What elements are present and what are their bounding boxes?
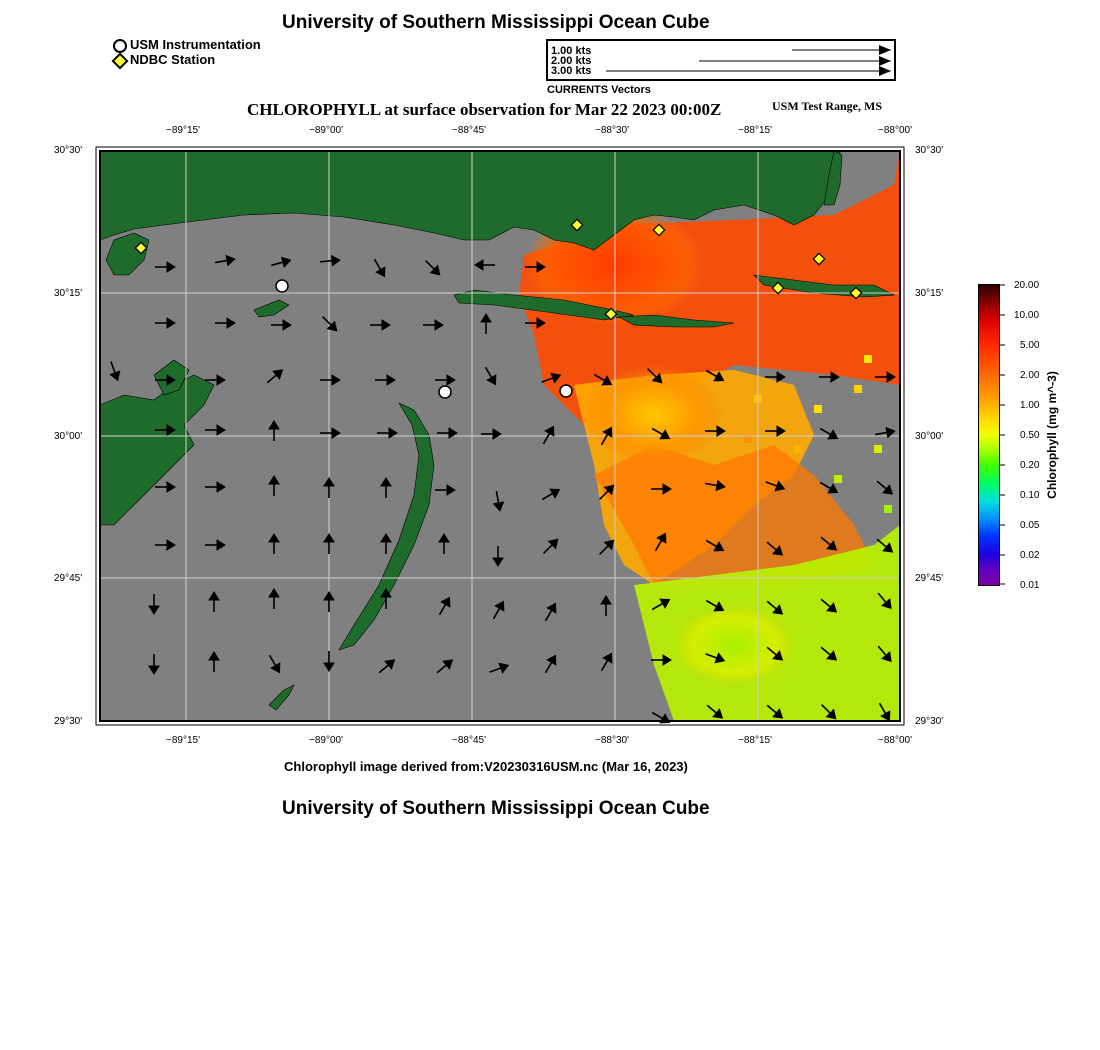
colorbar-tick-10: 0.02: [1020, 550, 1040, 561]
lat-tick-left-1: 30°30': [54, 145, 83, 156]
vector-label-1: 1.00 kts: [551, 45, 592, 57]
diamond-icon: [112, 53, 129, 70]
map-subtitle: USM Test Range, MS: [772, 99, 883, 113]
chl-speck: [794, 445, 802, 453]
chl-speck: [814, 405, 822, 413]
lon-tick-bottom-5: −88°15': [738, 735, 772, 746]
lon-tick-top-6: −88°00': [878, 125, 912, 136]
vector-caption: CURRENTS Vectors: [547, 84, 651, 96]
lat-tick-right-4: 29°45': [915, 573, 944, 584]
lon-tick-bottom-4: −88°30': [595, 735, 629, 746]
colorbar-tick-6: 0.50: [1020, 430, 1040, 441]
usm-instrument-marker: [276, 280, 288, 292]
lon-tick-top-4: −88°30': [595, 125, 629, 136]
chl-speck: [874, 445, 882, 453]
lon-tick-bottom-1: −89°15': [166, 735, 200, 746]
vector-label-2: 2.00 kts: [551, 55, 592, 67]
lon-tick-top-5: −88°15': [738, 125, 772, 136]
circle-icon: [113, 39, 127, 53]
colorbar-tick-7: 0.20: [1020, 460, 1040, 471]
chlorophyll-green-patch: [674, 605, 794, 685]
lon-tick-bottom-3: −88°45': [452, 735, 486, 746]
vector-scale-arrow-3-head: [879, 66, 891, 76]
usm-instrumentation-label: USM Instrumentation: [130, 37, 261, 52]
chl-speck: [854, 385, 862, 393]
lon-tick-top-2: −89°00': [309, 125, 343, 136]
usm-instrument-marker: [439, 386, 451, 398]
lat-tick-left-3: 30°00': [54, 431, 83, 442]
colorbar-label: Chlorophyll (mg m^-3): [1045, 371, 1059, 499]
lat-tick-right-1: 30°30': [915, 145, 944, 156]
usm-instrument-marker: [560, 385, 572, 397]
colorbar-tick-1: 20.00: [1014, 280, 1040, 291]
vector-scale-box: [546, 39, 896, 81]
lon-tick-top-1: −89°15': [166, 125, 200, 136]
lon-tick-top-3: −88°45': [452, 125, 486, 136]
colorbar: [978, 284, 1000, 586]
chl-speck: [864, 355, 872, 363]
page-title: University of Southern Mississippi Ocean Cube: [282, 12, 710, 33]
lat-tick-right-3: 30°00': [915, 431, 944, 442]
colorbar-tick-5: 1.00: [1020, 400, 1040, 411]
colorbar-tick-11: 0.01: [1020, 580, 1040, 591]
vector-scale-arrow-2-head: [879, 56, 891, 66]
colorbar-tick-4: 2.00: [1020, 370, 1040, 381]
lat-tick-left-2: 30°15': [54, 288, 83, 299]
chl-speck: [834, 475, 842, 483]
lon-tick-bottom-6: −88°00': [878, 735, 912, 746]
source-caption: Chlorophyll image derived from:V20230316USM.nc (Mar 16, 2023): [284, 759, 688, 774]
vector-scale-arrow-1-head: [879, 45, 891, 55]
colorbar-tick-3: 5.00: [1020, 340, 1040, 351]
vector-label-3: 3.00 kts: [551, 65, 592, 77]
chl-speck: [884, 505, 892, 513]
lat-tick-right-2: 30°15': [915, 288, 944, 299]
vector-scale-arrows: [548, 41, 894, 79]
colorbar-tick-8: 0.10: [1020, 490, 1040, 501]
colorbar-tick-9: 0.05: [1020, 520, 1040, 531]
map-canvas[interactable]: [94, 145, 906, 727]
map-title: CHLOROPHYLL at surface observation for Mar 22 2023 00:00Z: [247, 100, 722, 119]
footer-title: University of Southern Mississippi Ocean Cube: [282, 798, 710, 819]
lat-tick-right-5: 29°30': [915, 716, 944, 727]
colorbar-tick-marks: [999, 282, 1007, 592]
lat-tick-left-5: 29°30': [54, 716, 83, 727]
ndbc-station-label: NDBC Station: [130, 52, 216, 67]
lat-tick-left-4: 29°45': [54, 573, 83, 584]
symbol-legend: [112, 37, 292, 71]
lon-tick-bottom-2: −89°00': [309, 735, 343, 746]
colorbar-tick-2: 10.00: [1014, 310, 1040, 321]
